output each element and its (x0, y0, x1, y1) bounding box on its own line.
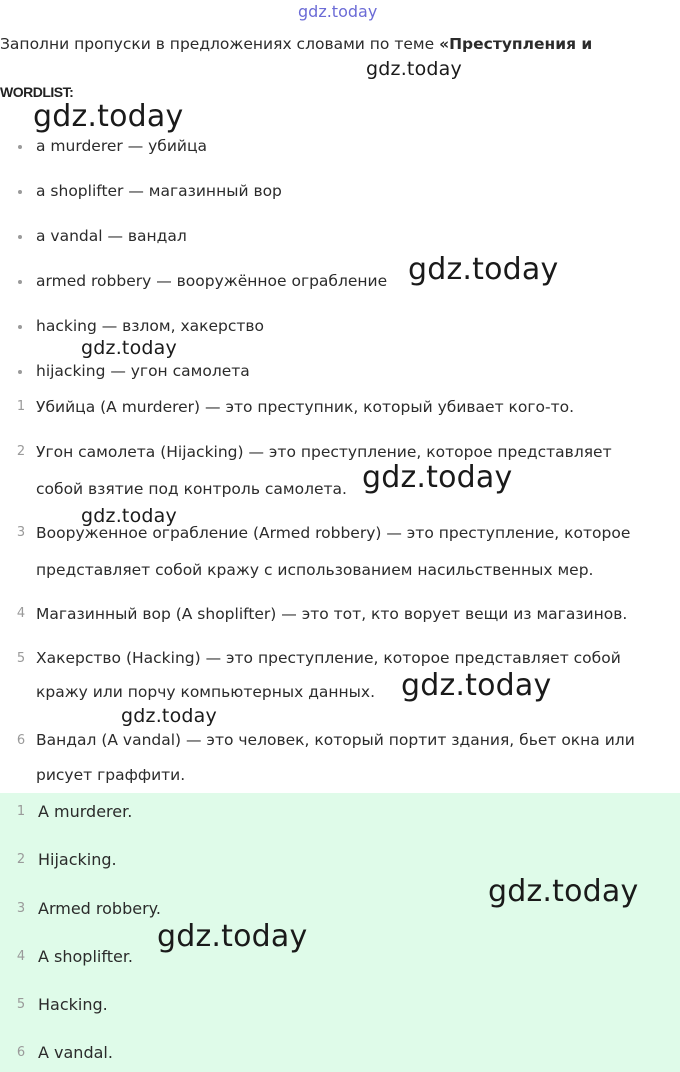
answer-number: 4 (16, 949, 26, 964)
sentence-number: 2 (16, 444, 26, 459)
task-topic: «Преступления и (439, 35, 593, 53)
answer-text: Hijacking. (38, 850, 117, 869)
header-watermark: gdz.today (298, 2, 378, 21)
answer-text: A vandal. (38, 1043, 113, 1062)
task-instruction (0, 35, 592, 53)
answer-number: 1 (16, 804, 26, 819)
sentence-number: 1 (16, 399, 26, 414)
answer-text: A murderer. (38, 802, 133, 821)
bullet-icon (18, 280, 22, 284)
watermark: gdz.today (33, 99, 184, 134)
wordlist-item-text: a shoplifter — магазинный вор (36, 182, 282, 200)
watermark: gdz.today (401, 668, 552, 703)
sentence-number: 4 (16, 606, 26, 621)
watermark: gdz.today (81, 337, 177, 359)
answers-panel (0, 793, 680, 1072)
wordlist-item-text: a murderer — убийца (36, 137, 208, 155)
watermark: gdz.today (121, 705, 217, 727)
sentence-number: 5 (16, 651, 26, 666)
watermark: gdz.today (408, 252, 559, 287)
bullet-icon (18, 190, 22, 194)
wordlist-item-text: a vandal — вандал (36, 227, 187, 245)
wordlist-item-text: hacking — взлом, хакерство (36, 317, 265, 335)
answer-number: 3 (16, 901, 26, 916)
sentence-text: Хакерство (Hacking) — это преступление, которое представляет собой кражу или порчу компьютерных данных. (36, 649, 621, 701)
wordlist-item-text: hijacking — угон самолета (36, 362, 250, 380)
watermark: gdz.today (157, 919, 308, 954)
wordlist-label: WORDLIST: (0, 84, 74, 100)
bullet-icon (18, 370, 22, 374)
answer-text: A shoplifter. (38, 947, 134, 966)
sentence-number: 6 (16, 733, 26, 748)
watermark: gdz.today (362, 460, 513, 495)
answer-number: 6 (16, 1045, 26, 1060)
sentence-text: Вооруженное ограбление (Armed robbery) — это преступление, которое представляет собой кражу с использованием насильственных мер. (36, 524, 631, 579)
bullet-icon (18, 325, 22, 329)
sentence-text: Вандал (A vandal) — это человек, который портит здания, бьет окна или рисует граффити. (36, 731, 635, 784)
bullet-icon (18, 145, 22, 149)
answer-text: Hacking. (38, 995, 108, 1014)
sentence-text: Магазинный вор (A shoplifter) — это тот, кто ворует вещи из магазинов. (36, 605, 628, 623)
wordlist-item-text: armed robbery — вооружённое ограбление (36, 272, 388, 290)
sentence-number: 3 (16, 525, 26, 540)
watermark: gdz.today (81, 505, 177, 527)
watermark: gdz.today (366, 58, 462, 80)
watermark: gdz.today (488, 874, 639, 909)
answer-number: 2 (16, 852, 26, 867)
answer-text: Armed robbery. (38, 899, 161, 918)
answer-number: 5 (16, 997, 26, 1012)
sentence-text: Угон самолета (Hijacking) — это преступление, которое представляет собой взятие под контроль самолета. (36, 443, 612, 498)
bullet-icon (18, 235, 22, 239)
sentence-text: Убийца (A murderer) — это преступник, который убивает кого-то. (36, 398, 575, 416)
task-text: Заполни пропуски в предложениях словами по теме (0, 35, 440, 53)
